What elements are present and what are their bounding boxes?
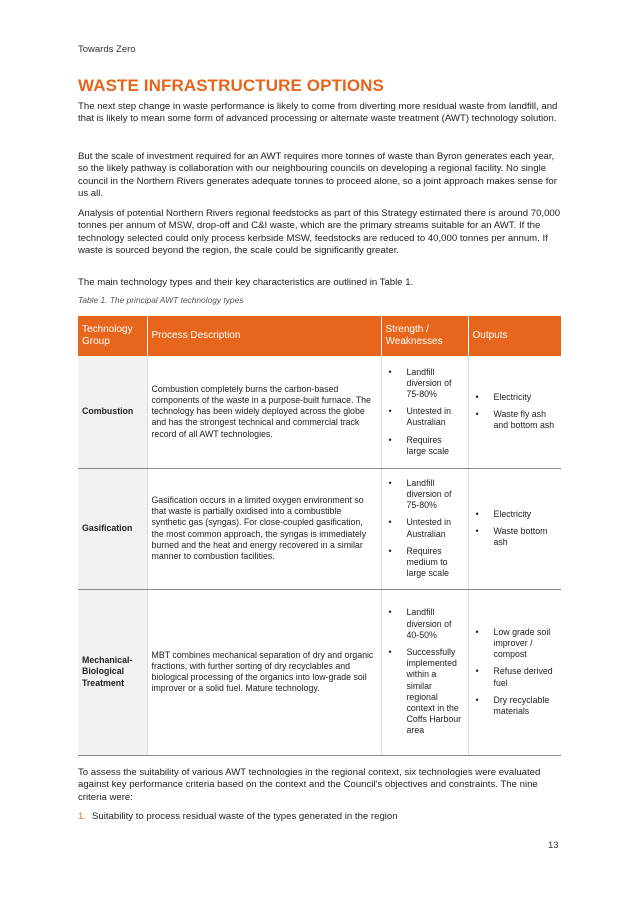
output-item: • Electricity xyxy=(473,509,558,520)
strength-item: • Requires large scale xyxy=(386,435,464,457)
strength-item: • Untested in Australian xyxy=(386,517,464,539)
table-caption: Table 1. The principal AWT technology types xyxy=(78,295,244,305)
process-description-cell: Combustion completely burns the carbon-based components of the waste in a purpose-built furnace. The technology has been widely deployed across the globe and has the strongest technical and commercial track record of all AWT technologies. xyxy=(147,356,381,468)
closing-paragraph: To assess the suitability of various AWT technologies in the regional context, six technologies were evaluated against key performance criteria based on the context and the Council's objectives and constraints. The nine criteria were: xyxy=(78,767,541,803)
strengths-cell xyxy=(381,468,468,589)
table-row xyxy=(78,589,561,755)
table-intro-paragraph: The main technology types and their key characteristics are outlined in Table 1. xyxy=(78,277,414,288)
output-item: • Waste fly ash and bottom ash xyxy=(473,409,558,431)
col-header-outputs: Outputs xyxy=(468,316,561,356)
table-row xyxy=(78,356,561,468)
strength-item: • Landfill diversion of 75-80% xyxy=(386,478,464,512)
process-description-cell: MBT combines mechanical separation of dry and organic fractions, with further sorting of dry recyclables and biological processing of the organics into low-grade soil improver or a solid fuel. Mature technology. xyxy=(147,589,381,755)
process-description-cell: Gasification occurs in a limited oxygen environment so that waste is partially oxidised into a combustible synthetic gas (syngas). For close-coupled gasification, the most common approach, the syngas is immediately burned and the heat and energy recovered in a similar manner to combustion facilities. xyxy=(147,468,381,589)
section-title: WASTE INFRASTRUCTURE OPTIONS xyxy=(78,76,384,95)
strength-item: • Successfully implemented within a similar regional context in the Coffs Harbour area xyxy=(386,647,464,737)
strength-item: • Landfill diversion of 75-80% xyxy=(386,367,464,401)
strength-item: • Landfill diversion of 40-50% xyxy=(386,607,464,641)
output-item: • Waste bottom ash xyxy=(473,526,558,548)
running-header: Towards Zero xyxy=(78,44,136,55)
table-row xyxy=(78,468,561,589)
technology-group-cell: Mechanical-Biological Treatment xyxy=(78,589,147,755)
strength-item: • Untested in Australian xyxy=(386,406,464,428)
technology-group-cell: Gasification xyxy=(78,468,147,589)
awt-technology-table xyxy=(78,316,561,756)
outputs-cell xyxy=(468,356,561,468)
col-header-technology-group: Technology Group xyxy=(78,316,147,356)
output-item: • Refuse derived fuel xyxy=(473,666,558,688)
outputs-cell xyxy=(468,468,561,589)
output-item: • Electricity xyxy=(473,392,558,403)
outputs-cell xyxy=(468,589,561,755)
strengths-cell xyxy=(381,589,468,755)
strength-item: • Requires medium to large scale xyxy=(386,546,464,580)
col-header-process-description: Process Description xyxy=(147,316,381,356)
list-item-text: Suitability to process residual waste of the types generated in the region xyxy=(92,811,398,822)
feedstock-paragraph: Analysis of potential Northern Rivers regional feedstocks as part of this Strategy estimated there is around 70,000 tonnes per annum of MSW, drop-off and C&I waste, which are the primary streams suitable for an AWT. If the technology selected could only process kerbside MSW, feedstocks are reduced to 40,000 tonnes per annum. If waste is sourced beyond the region, the scale could be significantly greater. xyxy=(78,208,561,256)
col-header-strength-weaknesses: Strength / Weaknesses xyxy=(381,316,468,356)
list-number: 1. xyxy=(78,811,87,822)
investment-paragraph: But the scale of investment required for an AWT requires more tonnes of waste than Byron generates each year, so the likely pathway is collaboration with our neighbouring councils on developing a regional facility. No single council in the Northern Rivers generates adequate tonnes to proceed alone, so a joint approach makes sense for us all. xyxy=(78,151,557,199)
intro-paragraph: The next step change in waste performance is likely to come from diverting more residual waste from landfill, and that is likely to mean some form of advanced processing or alternate waste treatment (AWT) technology solution. xyxy=(78,101,558,125)
table-header-row xyxy=(78,316,561,356)
numbered-list-item xyxy=(78,811,398,822)
output-item: • Dry recyclable materials xyxy=(473,695,558,717)
technology-group-cell: Combustion xyxy=(78,356,147,468)
output-item: • Low grade soil improver / compost xyxy=(473,627,558,661)
page-number: 13 xyxy=(548,840,559,851)
strengths-cell xyxy=(381,356,468,468)
